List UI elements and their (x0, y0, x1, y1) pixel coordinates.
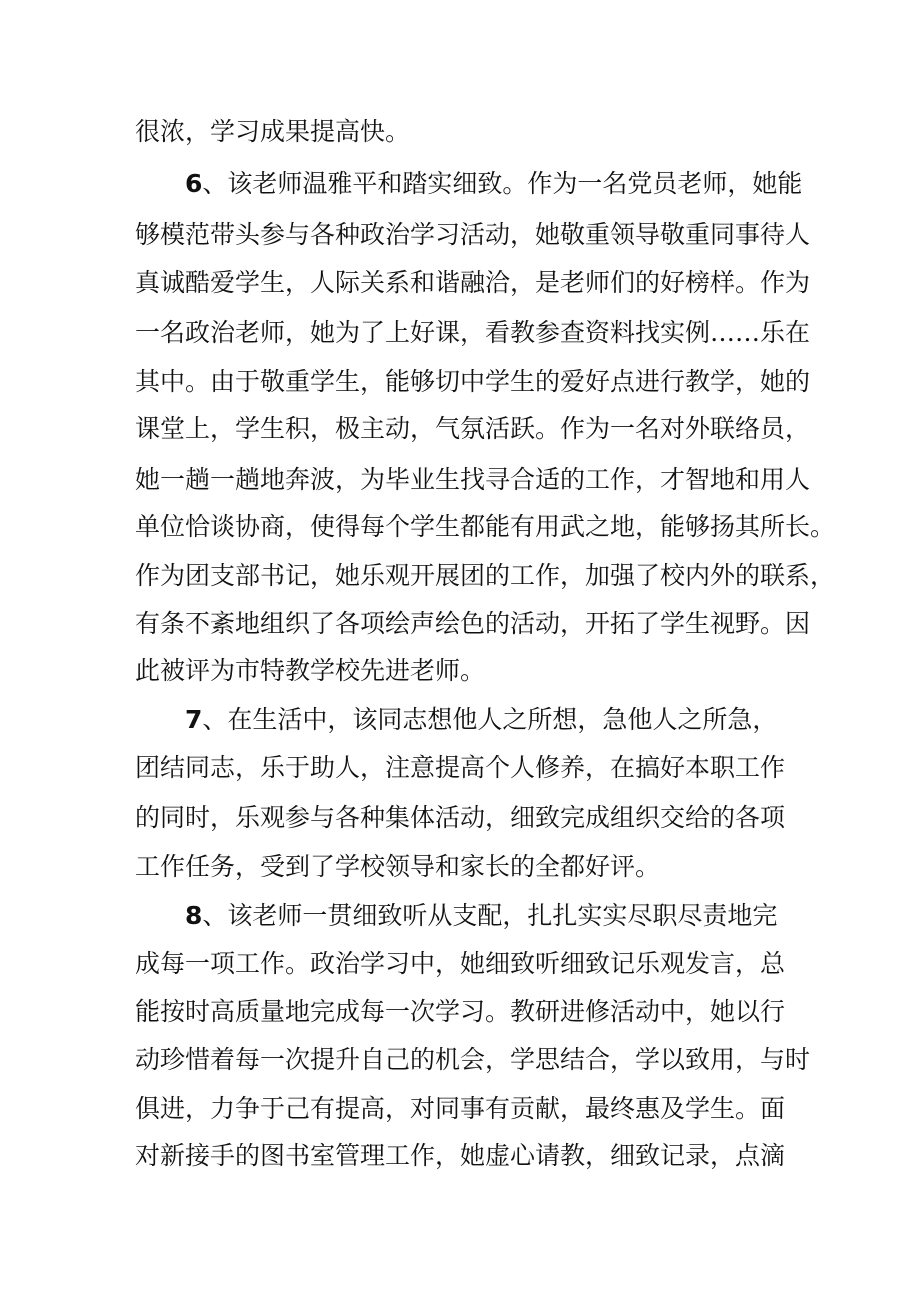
line-text: 够模范带头参与各种政治学习活动，她敬重领导敬重同事待人 (135, 220, 811, 249)
line-text: 的同时，乐观参与各种集体活动，细致完成组织交给的各项 (135, 803, 786, 832)
item-number: 6 (185, 169, 203, 198)
item-number: 8 (185, 901, 203, 930)
text-line (135, 651, 795, 691)
line-text: 此被评为市特教学校先进老师。 (135, 656, 486, 685)
text-line (135, 1040, 811, 1080)
line-text: 真诚酷爱学生，人际关系和谐融洽，是老师们的好榜样。作为 (135, 268, 811, 297)
text-line (135, 556, 836, 596)
paragraph-6-first-line (185, 164, 803, 204)
line-text: 很浓，学习成果提高快。 (135, 117, 411, 146)
line-text: 她一趟一趟地奔波，为毕业生找寻合适的工作，才智地和用人 (135, 465, 811, 494)
line-text: 成每一项工作。政治学习中，她细致听细致记乐观发言，总 (135, 949, 786, 978)
item-number: 7 (185, 705, 203, 734)
paragraph-8-first-line (185, 896, 795, 936)
line-text: 对新接手的图书室管理工作，她虚心请教，细致记录，点滴 (135, 1141, 786, 1170)
text-line (135, 944, 795, 984)
line-text: 俱进，力争于己有提高，对同事有贡献，最终惠及学生。面 (135, 1094, 786, 1123)
text-line (135, 362, 811, 402)
line-text: 一名政治老师，她为了上好课，看教参查资料找实例……乐在 (135, 318, 811, 347)
line-text: 课堂上，学生积，极主动，气氛活跃。作为一名对外联络员， (135, 414, 811, 443)
line-text: 团结同志，乐于助人，注意提高个人修养，在搞好本职工作 (135, 753, 786, 782)
line-text: 、在生活中，该同志想他人之所想，急他人之所急， (202, 705, 778, 734)
text-line (135, 409, 811, 449)
text-line (135, 112, 795, 152)
text-line (135, 1136, 795, 1176)
line-text: 、该老师温雅平和踏实细致。作为一名党员老师，她能 (202, 169, 803, 198)
text-line (135, 263, 811, 303)
text-line (135, 847, 795, 887)
line-text: 其中。由于敬重学生，能够切中学生的爱好点进行教学，她的 (135, 367, 811, 396)
line-text: 有条不紊地组织了各项绘声绘色的活动，开拓了学生视野。因 (135, 609, 811, 638)
line-text: 动珍惜着每一次提升自己的机会，学思结合，学以致用，与时 (135, 1045, 811, 1074)
text-line (135, 992, 795, 1032)
text-line (135, 313, 811, 353)
line-text: 、该老师一贯细致听从支配，扎扎实实尽职尽责地完 (202, 901, 778, 930)
text-line (135, 798, 795, 838)
text-line (135, 507, 836, 547)
line-text: 作为团支部书记，她乐观开展团的工作，加强了校内外的联系， (135, 561, 836, 590)
text-line (135, 604, 811, 644)
text-line (135, 748, 795, 788)
line-text: 工作任务，受到了学校领导和家长的全都好评。 (135, 852, 661, 881)
line-text: 单位恰谈协商，使得每个学生都能有用武之地，能够扬其所长。 (135, 512, 836, 541)
text-line (135, 460, 811, 500)
text-line (135, 1089, 795, 1129)
line-text: 能按时高质量地完成每一次学习。教研进修活动中，她以行 (135, 997, 786, 1026)
paragraph-7-first-line (185, 700, 795, 740)
text-line (135, 215, 811, 255)
